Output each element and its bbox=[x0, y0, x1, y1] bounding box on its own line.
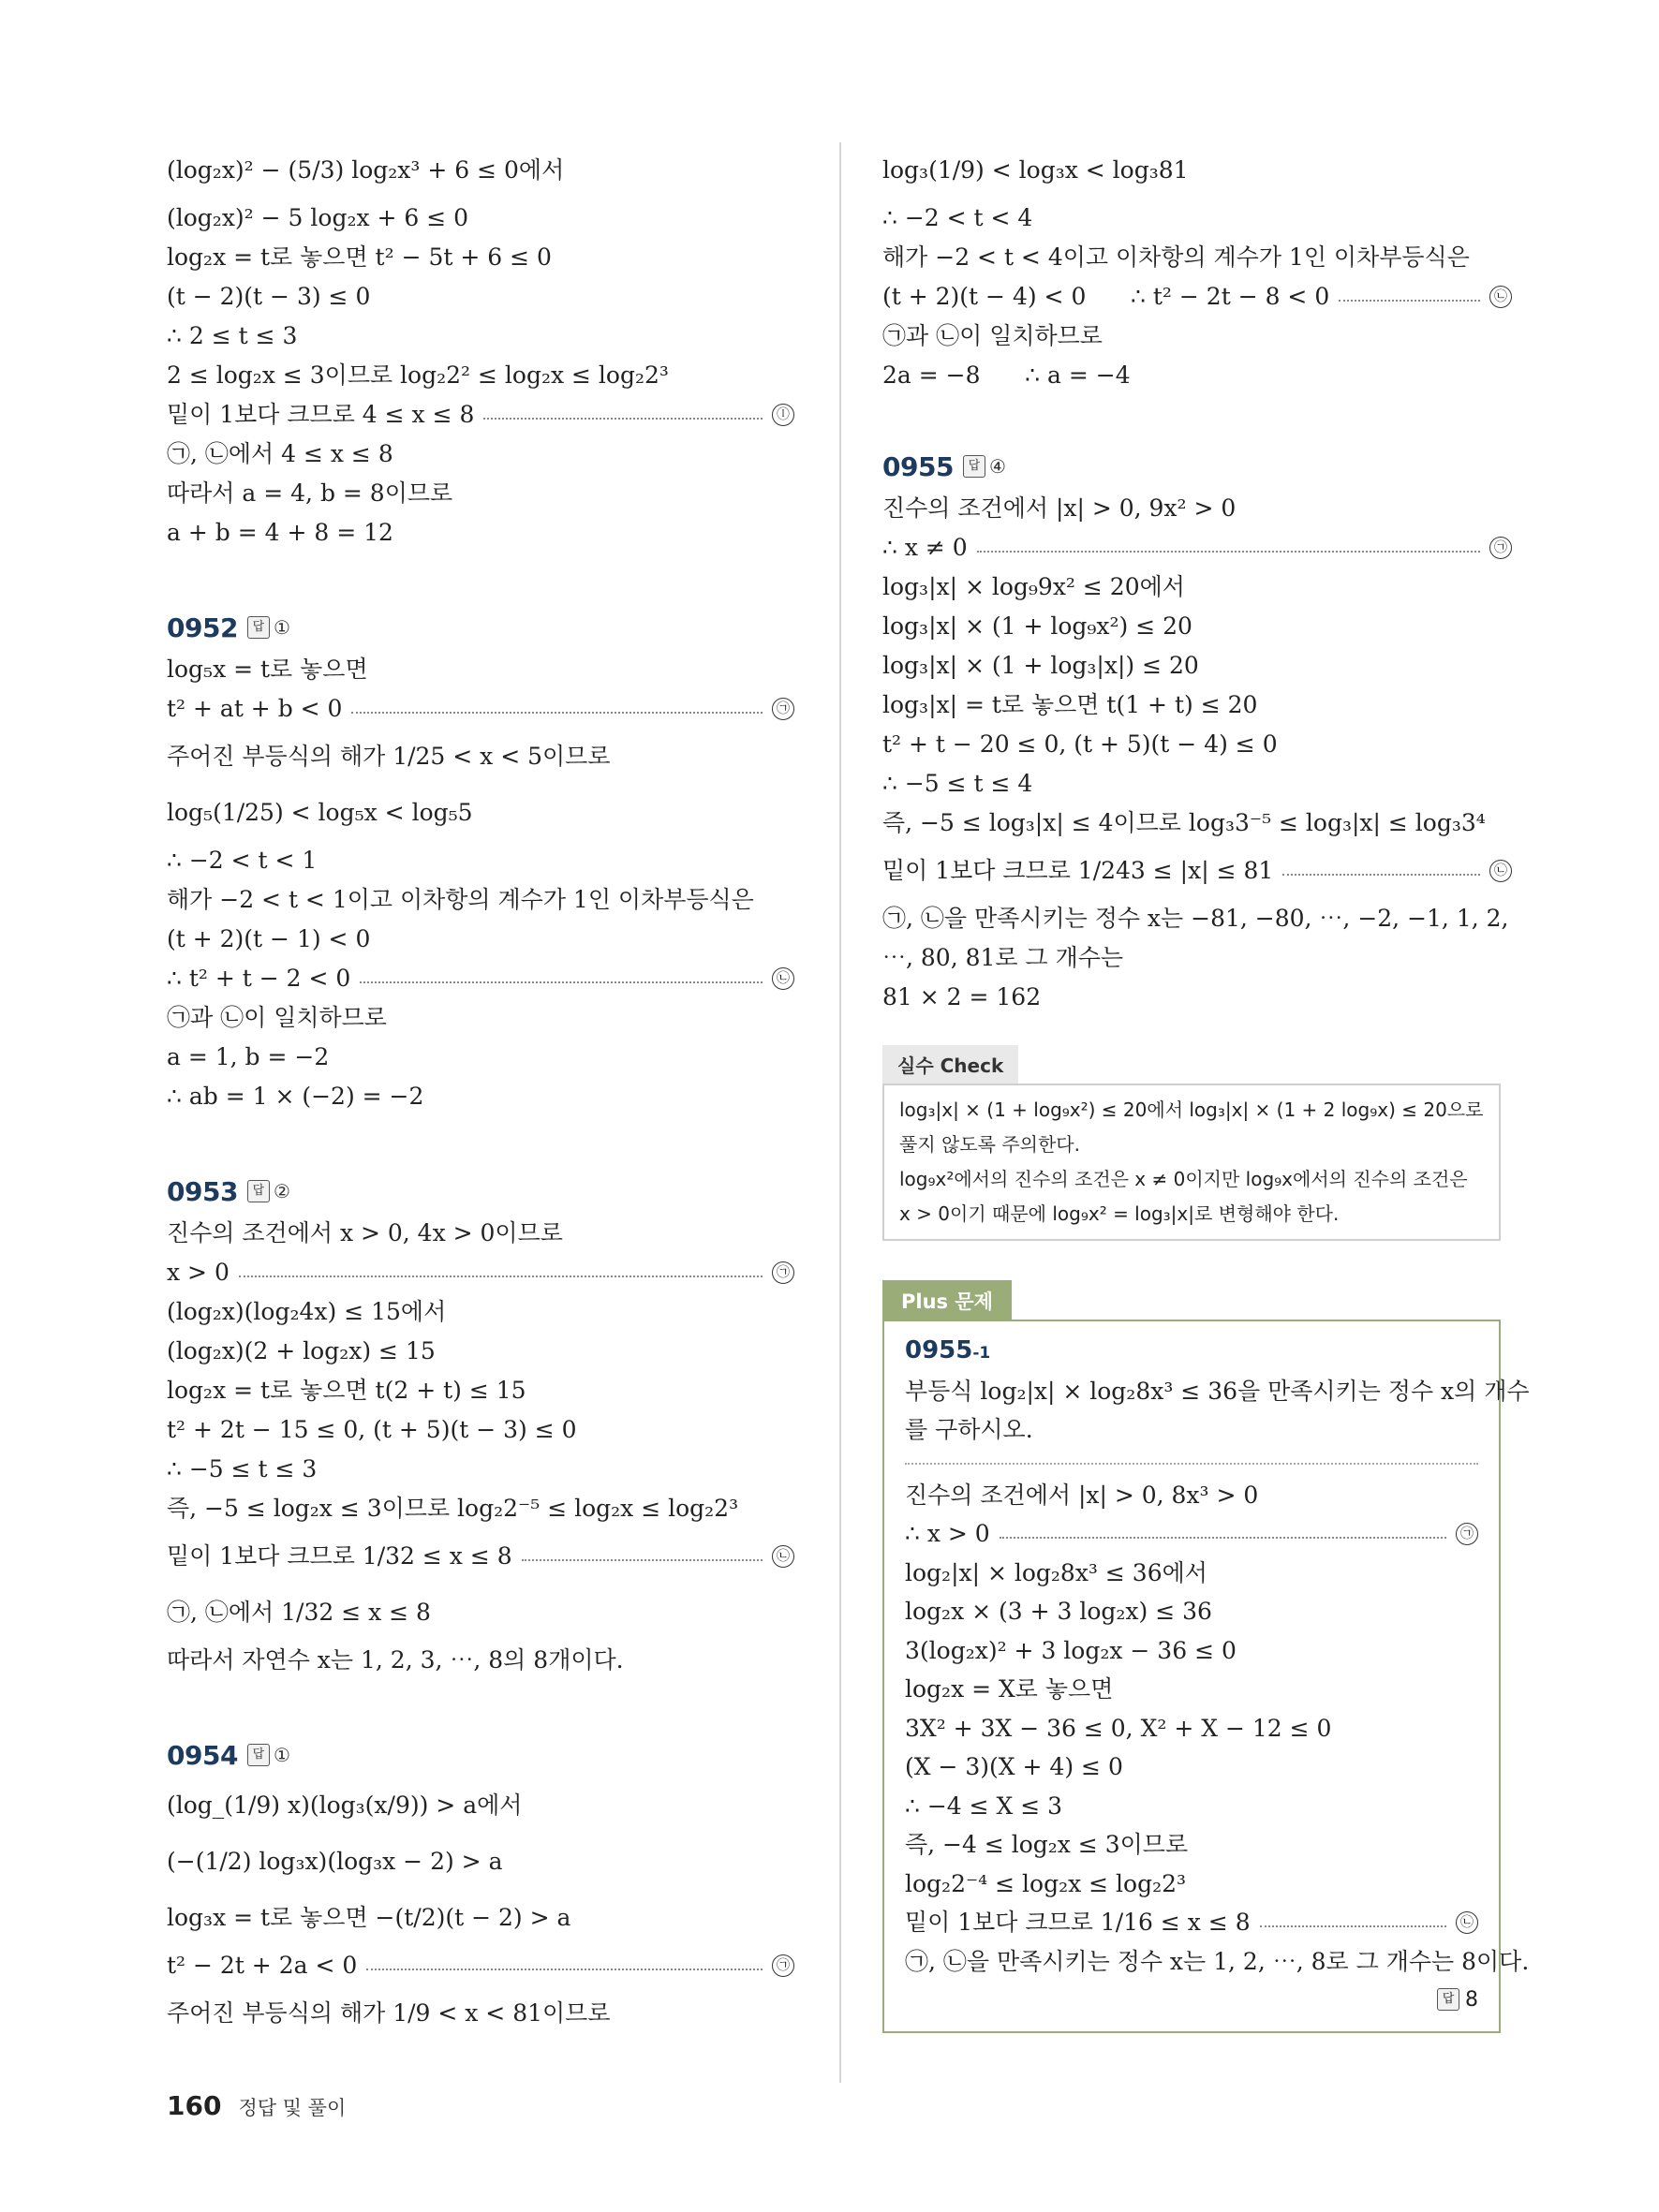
line-text: ∴ 2 ≤ t ≤ 3 bbox=[167, 322, 298, 349]
solution-line bbox=[905, 1942, 1530, 1982]
line-text: ㉠, ㉡에서 4 ≤ x ≤ 8 bbox=[167, 440, 393, 467]
line-text: log₃x = t로 놓으면 −(t/2)(t − 2) > a bbox=[167, 1904, 571, 1931]
line-text: 주어진 부등식의 해가 1/9 < x < 81이므로 bbox=[167, 1999, 611, 2027]
solution-line bbox=[905, 1631, 1478, 1671]
solution-line bbox=[167, 920, 794, 959]
line-text: t² − 2t + 2a < 0 bbox=[167, 1952, 358, 1979]
line-text: log₃|x| = t로 놓으면 t(1 + t) ≤ 20 bbox=[882, 691, 1258, 718]
line-text: a + b = 4 + 8 = 12 bbox=[167, 519, 393, 546]
line-text: ㉠과 ㉡이 일치하므로 bbox=[167, 1004, 387, 1031]
solution-line bbox=[167, 238, 794, 277]
solution-line bbox=[167, 689, 794, 729]
solution-line bbox=[882, 277, 1512, 317]
plus-solution bbox=[905, 1476, 1530, 1982]
mistake-check-body bbox=[882, 1084, 1501, 1241]
reference-mark: ㉡ bbox=[1489, 286, 1512, 308]
line-text: (t + 2)(t − 4) < 0 ∴ t² − 2t − 8 < 0 bbox=[882, 283, 1330, 310]
line-text: log₂|x| × log₂8x³ ≤ 36에서 bbox=[905, 1558, 1207, 1586]
line-text: 즉, −5 ≤ log₂x ≤ 3이므로 log₂2⁻⁵ ≤ log₂x ≤ log₂2³ bbox=[167, 1495, 739, 1522]
solution-line bbox=[167, 650, 794, 689]
solution-line bbox=[167, 729, 794, 785]
line-text: (log₂x)(log₂4x) ≤ 15에서 bbox=[167, 1298, 447, 1325]
reference-mark: ㉡ bbox=[1489, 860, 1512, 882]
line-text: log₃|x| × (1 + log₉x²) ≤ 20에서 log₃|x| × (1 + 2 log₉x) ≤ 20으로 bbox=[899, 1099, 1484, 1121]
solution-line bbox=[167, 1777, 794, 1834]
solution-line bbox=[167, 785, 794, 841]
line-text: ∴ x > 0 bbox=[905, 1520, 990, 1547]
dotted-leader bbox=[522, 1559, 763, 1561]
solution-line bbox=[882, 489, 1512, 528]
answer-value: ① bbox=[273, 1744, 290, 1766]
line-text: 81 × 2 = 162 bbox=[882, 983, 1042, 1010]
solution-line bbox=[167, 356, 794, 395]
problem-0954-solution bbox=[167, 1777, 794, 2042]
solution-line bbox=[167, 395, 794, 435]
line-text: log₃(1/9) < log₃x < log₃81 bbox=[882, 156, 1189, 184]
solution-line bbox=[167, 998, 794, 1038]
reference-mark: ㉡ bbox=[1456, 1911, 1478, 1934]
continued-solution bbox=[882, 142, 1512, 395]
line-text: 밑이 1보다 크므로 1/243 ≤ |x| ≤ 81 bbox=[882, 857, 1274, 884]
solution-line bbox=[167, 1450, 794, 1489]
answer-badge bbox=[247, 1180, 290, 1202]
intro-solution bbox=[167, 142, 794, 553]
solution-line bbox=[167, 435, 794, 474]
reference-mark: ㉡ bbox=[772, 1545, 794, 1568]
line-text: 진수의 조건에서 |x| > 0, 9x² > 0 bbox=[882, 494, 1237, 522]
line-text: ㉠, ㉡을 만족시키는 정수 x는 −81, −80, ⋯, −2, −1, 1, 2, bbox=[882, 905, 1509, 932]
dotted-leader bbox=[351, 712, 763, 714]
solution-line bbox=[167, 277, 794, 317]
text-line bbox=[905, 1372, 1530, 1411]
column-divider bbox=[839, 142, 841, 2083]
solution-line bbox=[905, 1554, 1478, 1593]
line-text: log₂x = t로 놓으면 t² − 5t + 6 ≤ 0 bbox=[167, 243, 552, 271]
solution-line bbox=[167, 142, 794, 199]
line-text: 따라서 자연수 x는 1, 2, 3, ⋯, 8의 8개이다. bbox=[167, 1646, 624, 1674]
solution-line bbox=[882, 199, 1512, 238]
line-text: (t − 2)(t − 3) ≤ 0 bbox=[167, 283, 371, 310]
line-text: ㉠과 ㉡이 일치하므로 bbox=[882, 322, 1103, 349]
line-text: ∴ ab = 1 × (−2) = −2 bbox=[167, 1083, 424, 1110]
problem-0953-solution bbox=[167, 1214, 794, 1680]
solution-line bbox=[905, 1476, 1478, 1515]
line-text: 를 구하시오. bbox=[905, 1416, 1033, 1443]
line-text: 2 ≤ log₂x ≤ 3이므로 log₂2² ≤ log₂x ≤ log₂2³ bbox=[167, 361, 669, 389]
right-column bbox=[882, 142, 1530, 2033]
solution-line bbox=[167, 1038, 794, 1077]
line-text: ㉠, ㉡에서 1/32 ≤ x ≤ 8 bbox=[167, 1599, 431, 1626]
problem-0955-header bbox=[882, 444, 1512, 489]
line-text: (log₂x)² − 5 log₂x + 6 ≤ 0 bbox=[167, 204, 469, 231]
final-answer bbox=[905, 1981, 1478, 2018]
reference-mark: ㉠ bbox=[772, 1261, 794, 1284]
problem-number: 0953 bbox=[167, 1175, 238, 1207]
reference-mark: ㉠ bbox=[1489, 537, 1512, 559]
reference-mark: ㉠ bbox=[772, 1954, 794, 1977]
dotted-leader bbox=[1260, 1925, 1446, 1927]
problem-0954-header bbox=[167, 1733, 794, 1777]
line-text: 즉, −5 ≤ log₃|x| ≤ 4이므로 log₃3⁻⁵ ≤ log₃|x| ≤ log₃3⁴ bbox=[882, 809, 1486, 836]
solution-line bbox=[882, 568, 1512, 607]
problem-0952-header bbox=[167, 605, 794, 650]
text-line bbox=[899, 1162, 1484, 1197]
line-text: 3(log₂x)² + 3 log₂x − 36 ≤ 0 bbox=[905, 1636, 1237, 1664]
line-text: log₅x = t로 놓으면 bbox=[167, 656, 368, 683]
line-text: (t + 2)(t − 1) < 0 bbox=[167, 925, 371, 952]
dotted-leader bbox=[1339, 300, 1480, 302]
solution-line bbox=[882, 804, 1512, 843]
solution-line bbox=[167, 199, 794, 238]
solution-line bbox=[167, 1253, 794, 1292]
solution-line bbox=[167, 1214, 794, 1253]
problem-0952-solution bbox=[167, 650, 794, 1116]
reference-mark: ⓛ bbox=[772, 404, 794, 426]
page-footer bbox=[167, 2090, 346, 2121]
solution-line bbox=[167, 317, 794, 356]
answer-value: ② bbox=[273, 1180, 290, 1202]
line-text: ㉠, ㉡을 만족시키는 정수 x는 1, 2, ⋯, 8로 그 개수는 8이다. bbox=[905, 1947, 1530, 1975]
dotted-leader bbox=[1000, 1537, 1446, 1539]
solution-line bbox=[167, 1332, 794, 1371]
solution-line bbox=[167, 1890, 794, 1946]
line-text: x > 0이기 때문에 log₉x² = log₃|x|로 변형해야 한다. bbox=[899, 1202, 1340, 1225]
solution-line bbox=[167, 1985, 794, 2042]
line-text: ∴ t² + t − 2 < 0 bbox=[167, 965, 351, 992]
plus-number-sub: -1 bbox=[972, 1343, 991, 1363]
solution-line bbox=[905, 1592, 1478, 1631]
solution-line bbox=[905, 1787, 1478, 1826]
line-text: a = 1, b = −2 bbox=[167, 1043, 330, 1070]
solution-line bbox=[905, 1865, 1478, 1904]
solution-line bbox=[905, 1709, 1478, 1748]
line-text: (log_(1/9) x)(log₃(x/9)) > a에서 bbox=[167, 1792, 523, 1819]
solution-line bbox=[905, 1903, 1478, 1942]
solution-line bbox=[167, 1292, 794, 1332]
line-text: log₃|x| × (1 + log₃|x|) ≤ 20 bbox=[882, 652, 1199, 679]
answer-value: ④ bbox=[988, 455, 1006, 478]
dotted-leader bbox=[239, 1276, 763, 1277]
solution-line bbox=[882, 142, 1512, 199]
line-text: ∴ x ≠ 0 bbox=[882, 534, 968, 561]
solution-line bbox=[167, 1641, 794, 1680]
line-text: 3X² + 3X − 36 ≤ 0, X² + X − 12 ≤ 0 bbox=[905, 1714, 1332, 1742]
line-text: ∴ −5 ≤ t ≤ 3 bbox=[167, 1455, 318, 1482]
solution-line bbox=[167, 1410, 794, 1450]
answer-label: 답 bbox=[963, 455, 985, 478]
mistake-check-title: 실수 Check bbox=[882, 1045, 1018, 1084]
line-text: (X − 3)(X + 4) ≤ 0 bbox=[905, 1753, 1123, 1780]
mistake-check-box bbox=[882, 1045, 1501, 1241]
problem-number: 0955 bbox=[882, 450, 954, 482]
solution-line bbox=[882, 238, 1512, 277]
solution-line bbox=[905, 1670, 1478, 1709]
line-text: (log₂x)² − (5/3) log₂x³ + 6 ≤ 0에서 bbox=[167, 156, 565, 184]
solution-line bbox=[882, 843, 1512, 899]
line-text: t² + 2t − 15 ≤ 0, (t + 5)(t − 3) ≤ 0 bbox=[167, 1416, 577, 1443]
line-text: 해가 −2 < t < 4이고 이차항의 계수가 1인 이차부등식은 bbox=[882, 243, 1470, 271]
dotted-leader bbox=[1282, 874, 1480, 876]
line-text: 부등식 log₂|x| × log₂8x³ ≤ 36을 만족시키는 정수 x의 개수 bbox=[905, 1377, 1530, 1405]
solution-line bbox=[882, 764, 1512, 804]
problem-0953-header bbox=[167, 1169, 794, 1214]
dotted-leader bbox=[366, 1969, 763, 1970]
solution-line bbox=[167, 1834, 794, 1890]
solution-line bbox=[882, 317, 1512, 356]
left-column bbox=[167, 142, 794, 2042]
line-text: 2a = −8 ∴ a = −4 bbox=[882, 361, 1131, 389]
solution-line bbox=[882, 528, 1512, 568]
footer-title: 정답 및 풀이 bbox=[238, 2097, 347, 2119]
reference-mark: ㉡ bbox=[772, 967, 794, 990]
plus-problem-body bbox=[882, 1320, 1530, 2033]
line-text: ∴ −2 < t < 4 bbox=[882, 204, 1033, 231]
solution-line bbox=[167, 1077, 794, 1116]
problem-number: 0954 bbox=[167, 1739, 238, 1771]
dotted-leader bbox=[977, 551, 1480, 553]
line-text: ∴ −5 ≤ t ≤ 4 bbox=[882, 770, 1033, 797]
solution-line bbox=[882, 899, 1512, 938]
line-text: ∴ −4 ≤ X ≤ 3 bbox=[905, 1792, 1063, 1820]
plus-question bbox=[905, 1372, 1530, 1450]
solution-line bbox=[882, 938, 1512, 978]
line-text: log₂x × (3 + 3 log₂x) ≤ 36 bbox=[905, 1598, 1212, 1625]
plus-problem-number bbox=[905, 1333, 1478, 1372]
solution-line bbox=[882, 686, 1512, 725]
line-text: 풀지 않도록 주의한다. bbox=[899, 1133, 1080, 1156]
line-text: ⋯, 80, 81로 그 개수는 bbox=[882, 944, 1124, 971]
line-text: ∴ −2 < t < 1 bbox=[167, 847, 318, 874]
page-number: 160 bbox=[167, 2090, 222, 2121]
line-text: t² + t − 20 ≤ 0, (t + 5)(t − 4) ≤ 0 bbox=[882, 730, 1278, 758]
line-text: log₂x = X로 놓으면 bbox=[905, 1675, 1114, 1703]
reference-mark: ㉠ bbox=[1456, 1523, 1478, 1545]
text-line bbox=[905, 1410, 1478, 1450]
answer-label: 답 bbox=[247, 1744, 270, 1766]
solution-line bbox=[882, 725, 1512, 764]
line-text: 주어진 부등식의 해가 1/25 < x < 5이므로 bbox=[167, 743, 611, 770]
solution-line bbox=[882, 607, 1512, 646]
line-text: 밑이 1보다 크므로 4 ≤ x ≤ 8 bbox=[167, 401, 475, 428]
line-text: 따라서 a = 4, b = 8이므로 bbox=[167, 479, 453, 507]
final-answer-value: 8 bbox=[1465, 1987, 1478, 2012]
line-text: (−(1/2) log₃x)(log₃x − 2) > a bbox=[167, 1848, 503, 1875]
solution-line bbox=[882, 356, 1512, 395]
line-text: 즉, −4 ≤ log₂x ≤ 3이므로 bbox=[905, 1831, 1189, 1858]
line-text: log₉x²에서의 진수의 조건은 x ≠ 0이지만 log₉x에서의 진수의 조건은 bbox=[899, 1168, 1468, 1190]
answer-badge bbox=[963, 455, 1006, 478]
line-text: 진수의 조건에서 x > 0, 4x > 0이므로 bbox=[167, 1219, 563, 1246]
answer-value: ① bbox=[273, 616, 290, 639]
solution-line bbox=[167, 841, 794, 880]
answer-badge bbox=[247, 1744, 290, 1766]
solution-line bbox=[882, 978, 1512, 1017]
problem-number: 0952 bbox=[167, 612, 238, 643]
text-line bbox=[899, 1128, 1484, 1162]
line-text: t² + at + b < 0 bbox=[167, 695, 343, 722]
solution-line bbox=[167, 880, 794, 920]
line-text: log₂x = t로 놓으면 t(2 + t) ≤ 15 bbox=[167, 1377, 526, 1404]
line-text: log₃|x| × (1 + log₉x²) ≤ 20 bbox=[882, 612, 1192, 640]
solution-line bbox=[167, 1528, 794, 1585]
solution-line bbox=[167, 1489, 794, 1528]
solution-line bbox=[167, 513, 794, 553]
line-text: 밑이 1보다 크므로 1/32 ≤ x ≤ 8 bbox=[167, 1542, 512, 1570]
solution-line bbox=[882, 646, 1512, 686]
dotted-leader bbox=[360, 981, 763, 983]
solution-line bbox=[905, 1747, 1478, 1787]
plus-problem-title: Plus 문제 bbox=[882, 1280, 1012, 1321]
solution-line bbox=[167, 1371, 794, 1410]
plus-problem-box bbox=[882, 1280, 1530, 2033]
answer-label: 답 bbox=[247, 616, 270, 639]
line-text: 진수의 조건에서 |x| > 0, 8x³ > 0 bbox=[905, 1481, 1259, 1509]
answer-label: 답 bbox=[247, 1180, 270, 1202]
text-line bbox=[899, 1197, 1484, 1231]
line-text: log₅(1/25) < log₅x < log₅5 bbox=[167, 799, 473, 826]
solution-line bbox=[905, 1514, 1478, 1554]
line-text: log₂2⁻⁴ ≤ log₂x ≤ log₂2³ bbox=[905, 1869, 1187, 1897]
solution-line bbox=[905, 1825, 1478, 1865]
problem-0955-solution bbox=[882, 489, 1512, 1017]
line-text: 밑이 1보다 크므로 1/16 ≤ x ≤ 8 bbox=[905, 1909, 1251, 1936]
line-text: (log₂x)(2 + log₂x) ≤ 15 bbox=[167, 1337, 436, 1364]
reference-mark: ㉠ bbox=[772, 698, 794, 720]
line-text: log₃|x| × log₉9x² ≤ 20에서 bbox=[882, 573, 1185, 600]
plus-number-main: 0955 bbox=[905, 1335, 973, 1364]
solution-line bbox=[167, 959, 794, 998]
dotted-separator bbox=[905, 1463, 1478, 1465]
final-answer-label: 답 bbox=[1437, 1988, 1459, 2011]
dotted-leader bbox=[483, 418, 763, 420]
answer-badge bbox=[247, 616, 290, 639]
solution-line bbox=[167, 1946, 794, 1985]
text-line bbox=[899, 1093, 1484, 1128]
solution-line bbox=[167, 1585, 794, 1641]
solution-line bbox=[167, 474, 794, 513]
line-text: x > 0 bbox=[167, 1259, 230, 1286]
line-text: 해가 −2 < t < 1이고 이차항의 계수가 1인 이차부등식은 bbox=[167, 886, 754, 913]
